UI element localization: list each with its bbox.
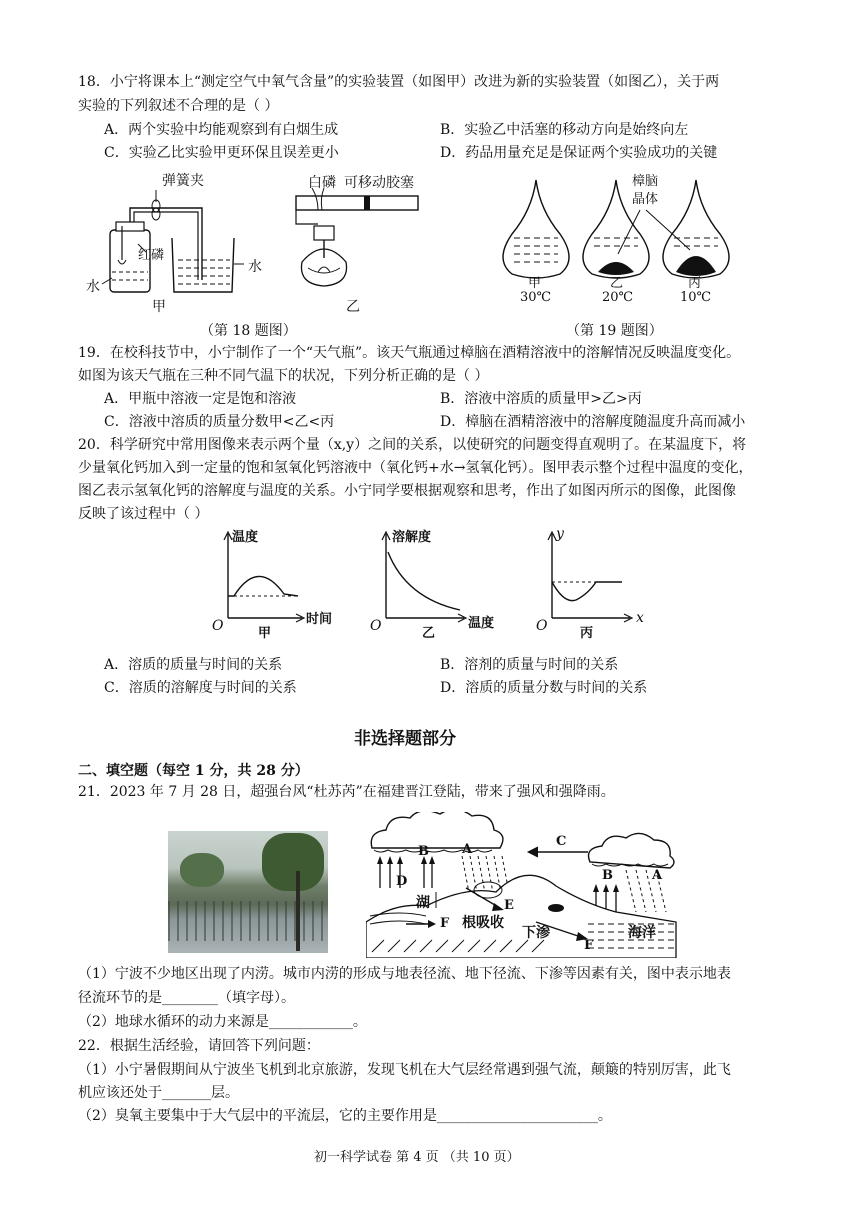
diagram-label-b-left: B (418, 844, 429, 859)
q19-option-c: C．溶液中溶质的质量分数甲<乙<丙 (104, 414, 335, 430)
figure-19-caption: （第 19 题图） (566, 323, 663, 339)
label-temp-10: 10℃ (680, 290, 712, 305)
page-footer: 初一科学试卷 第 4 页 （共 10 页） (314, 1150, 520, 1165)
graph-bing (534, 528, 674, 648)
q22-part2: （2）臭氧主要集中于大气层中的平流层，它的主要作用是_______________________。 (78, 1108, 612, 1124)
figure-18 (82, 168, 422, 318)
label-bottle-jia: 甲 (528, 276, 542, 291)
q19-option-d: D．樟脑在酒精溶液中的溶解度随温度升高而减小 (440, 414, 746, 430)
figure-19 (500, 170, 740, 310)
diagram-label-lake: 湖 (416, 895, 430, 911)
q22-part1-line1: （1）小宁暑假期间从宁波坐飞机到北京旅游，发现飞机在大气层经常遇到强气流，颠簸的特别厉害，此飞 (78, 1062, 731, 1078)
q19-stem-line1: 19．在校科技节中，小宁制作了一个“天气瓶”。该天气瓶通过樟脑在酒精溶液中的溶解情况反映温度变化。 (78, 345, 741, 361)
q18-stem-line1: 18．小宁将课本上“测定空气中氧气含量”的实验装置（如图甲）改进为新的实验装置（如图乙），关于两 (78, 74, 720, 90)
label-water-right: 水 (248, 259, 262, 275)
label-yi: 乙 (346, 299, 360, 315)
q20-option-d: D．溶质的质量分数与时间的关系 (440, 680, 648, 696)
q21-part2: （2）地球水循环的动力来源是____________。 (78, 1014, 367, 1030)
diagram-label-a-right: A (652, 868, 663, 883)
graph-jia-origin: O (212, 618, 224, 634)
q20-stem-line3: 图乙表示氢氧化钙的溶解度与温度的关系。小宁同学要根据观察和思考，作出了如图丙所示的图像，此图像 (78, 483, 736, 499)
q20-stem-line1: 20．科学研究中常用图像来表示两个量（x,y）之间的关系，以使研究的问题变得直观明了。在某温度下，将 (78, 437, 747, 453)
q20-stem-line4: 反映了该过程中（ ） (78, 506, 209, 522)
label-red-phosphorus: 红磷 (138, 248, 165, 263)
label-crystal: 晶体 (632, 192, 659, 207)
photo-tree-right (262, 833, 324, 891)
photo-railing (168, 901, 328, 941)
q19-option-a: A．甲瓶中溶液一定是饱和溶液 (104, 391, 297, 407)
diagram-label-d: D (396, 874, 408, 889)
q22-part1-line2: 机应该还处于_______层。 (78, 1085, 239, 1101)
water-cycle-diagram (366, 812, 678, 958)
graph-yi-name: 乙 (422, 626, 436, 641)
q21-part1-line2: 径流环节的是________（填字母）。 (78, 990, 295, 1006)
q21-stem: 21．2023 年 7 月 28 日，超强台风“杜苏芮”在福建晋江登陆，带来了强风和强降雨。 (78, 784, 615, 800)
diagram-label-seepage: 下渗 (522, 925, 550, 941)
label-white-phosphorus: 白磷 (308, 175, 336, 191)
q18-stem-line2: 实验的下列叙述不合理的是（ ） (78, 98, 279, 114)
graph-bing-y-label: y (556, 526, 564, 542)
diagram-label-c: C (556, 834, 567, 849)
graph-bing-x-label: x (636, 610, 644, 626)
q18-option-a: A．两个实验中均能观察到有白烟生成 (104, 122, 339, 138)
q20-stem-line2: 少量氧化钙加入到一定量的饱和氢氧化钙溶液中（氧化钙+水→氢氧化钙）。图甲表示整个过程中温度的变化， (78, 460, 753, 476)
q22-stem: 22．根据生活经验，请回答下列问题： (78, 1038, 320, 1054)
q19-stem-line2: 如图为该天气瓶在三种不同气温下的状况，下列分析正确的是（ ） (78, 368, 489, 384)
diagram-label-f-left: F (440, 916, 450, 931)
figure-18-caption: （第 18 题图） (200, 323, 297, 339)
q19-option-b: B．溶液中溶质的质量甲>乙>丙 (440, 391, 642, 407)
graph-yi-y-label: 溶解度 (392, 530, 432, 545)
q18-option-c: C．实验乙比实验甲更环保且误差更小 (104, 145, 339, 161)
q18-option-d: D．药品用量充足是保证两个实验成功的关键 (440, 145, 718, 161)
label-camphor: 樟脑 (632, 174, 659, 189)
flood-street-photo (168, 831, 328, 953)
section-title: 非选择题部分 (354, 729, 456, 749)
q20-option-c: C．溶质的溶解度与时间的关系 (104, 680, 297, 696)
graph-jia-drawing (206, 528, 346, 648)
graph-bing-origin: O (536, 618, 548, 634)
label-temp-30: 30℃ (520, 290, 552, 305)
graph-yi-x-label: 温度 (468, 616, 495, 631)
label-movable-plug: 可移动胶塞 (344, 175, 414, 191)
q18-option-b: B．实验乙中活塞的移动方向是始终向左 (440, 122, 689, 138)
diagram-label-a-left: A (462, 842, 473, 857)
label-spring-clip: 弹簧夹 (162, 173, 204, 189)
graph-jia (206, 528, 346, 648)
graph-yi (368, 528, 508, 648)
label-water-left: 水 (86, 279, 100, 295)
q21-part1-line1: （1）宁波不少地区出现了内涝。城市内涝的形成与地表径流、地下径流、下渗等因素有关，图中表示地表 (78, 966, 731, 982)
label-bottle-yi: 乙 (610, 276, 624, 291)
q20-option-a: A．溶质的质量与时间的关系 (104, 657, 283, 673)
graph-jia-name: 甲 (258, 626, 272, 641)
graph-bing-drawing (534, 528, 674, 648)
graph-jia-x-label: 时间 (306, 612, 333, 627)
photo-tree-left (180, 853, 224, 887)
graph-yi-origin: O (370, 618, 382, 634)
diagram-label-f-right: F (584, 938, 594, 953)
part2-title: 二、填空题（每空 1 分，共 28 分） (78, 763, 309, 779)
label-jia: 甲 (152, 299, 166, 315)
diagram-label-e: E (504, 898, 514, 913)
label-temp-20: 20℃ (602, 290, 634, 305)
graph-bing-name: 丙 (580, 626, 594, 641)
graph-jia-y-label: 温度 (232, 530, 259, 545)
diagram-label-root-absorb: 根吸收 (462, 915, 504, 931)
diagram-label-ocean: 海洋 (628, 925, 656, 941)
label-bottle-bing: 丙 (688, 276, 702, 291)
diagram-label-b-right: B (602, 868, 613, 883)
q20-option-b: B．溶剂的质量与时间的关系 (440, 657, 619, 673)
